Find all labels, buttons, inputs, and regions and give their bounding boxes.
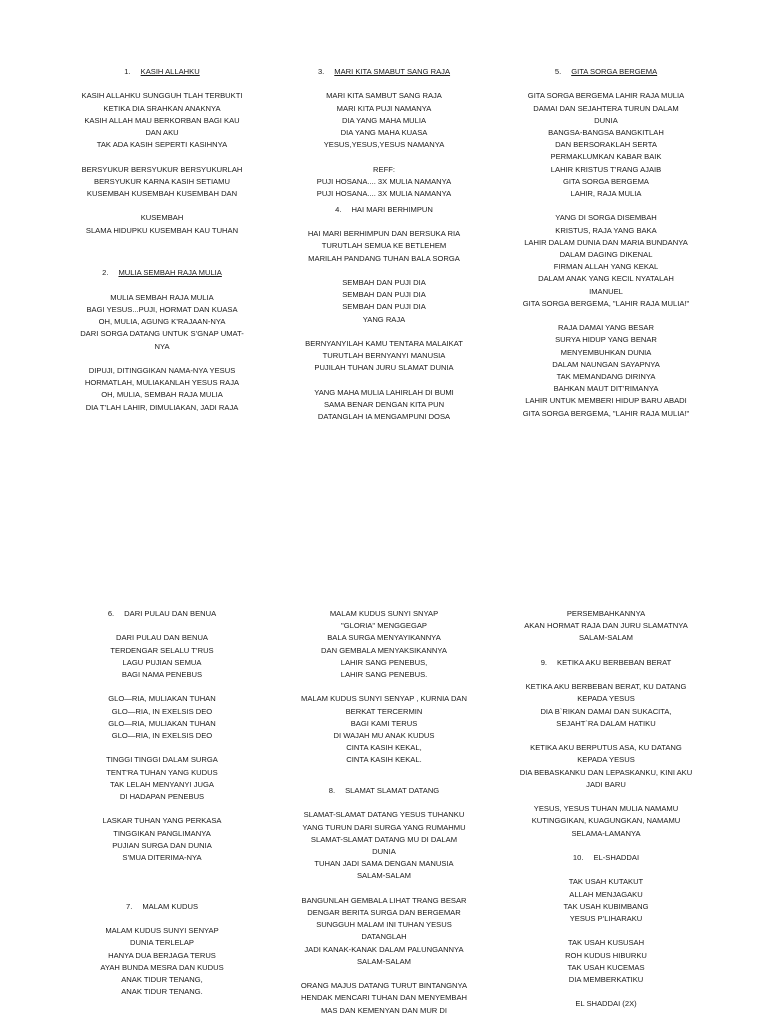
lyric-line: AYAH BUNDA MESRA DAN KUDUS — [100, 962, 224, 972]
lyric-line: YANG DI SORGA DISEMBAH — [555, 213, 657, 223]
song-title — [284, 204, 484, 216]
lyric-line: RAJA DAMAI YANG BESAR — [558, 323, 654, 333]
song-number: 4. — [335, 204, 342, 214]
lyric-line: MARI KITA SAMBUT SANG RAJA — [326, 91, 442, 101]
stanza-gap — [284, 326, 484, 338]
lyric-line: DENGAR BERITA SURGA DAN BERGEMAR — [307, 907, 461, 917]
lyric-line: SAMA BENAR DENGAN KITA PUN — [323, 400, 445, 410]
lyric-line: KETIKA AKU BERPUTUS ASA, KU DATANG — [530, 743, 682, 753]
lyric-line: DATANGLAH — [361, 932, 407, 942]
lyric-line: IMANUEL — [589, 286, 623, 296]
lyric-line: HENDAK MENCARI TUHAN DAN MENYEMBAH — [300, 993, 468, 1003]
stanza-gap — [62, 237, 262, 268]
song-number: 6. — [107, 609, 115, 618]
lyric-line: BANGSA-BANGSA BANGKITLAH — [548, 128, 664, 137]
lyric-line: DALAM ANAK YANG KECIL NYATALAH — [538, 274, 674, 284]
lyric-line: DI HADAPAN PENEBUS — [119, 792, 205, 801]
stanza-gap — [62, 803, 262, 815]
lyric-line: LAHIR DALAM DUNIA DAN MARIA BUNDANYA — [524, 237, 688, 247]
stanza-gap — [284, 78, 484, 90]
lyric-line: TUHAN JADI SAMA DENGAN MANUSIA — [314, 859, 454, 869]
lyric-line: DUNIA TERLELAP — [129, 938, 194, 948]
lyric-line: DARI PULAU DAN BENUA — [116, 633, 208, 643]
lyric-line: SURYA HIDUP YANG BENAR — [555, 335, 657, 345]
lyric-line: KUTINGGIKAN, KUAGUNGKAN, NAMAMU — [531, 816, 681, 826]
stanza-gap — [506, 864, 706, 876]
song-title-text: MALAM KUDUS — [142, 901, 199, 911]
lyric-line: PUJI HOSANA.... 3X MULIA NAMANYA — [316, 189, 452, 198]
lyric-line: LASKAR TUHAN YANG PERKASA — [102, 816, 222, 826]
lyric-line: DUNIA — [372, 846, 396, 856]
lyric-line: MENYEMBUHKAN DUNIA — [560, 347, 652, 357]
lyric-line: DATANGLAH IA MENGAMPUNI DOSA — [317, 412, 451, 422]
lyric-line: PUJIAN SURGA DAN DUNIA — [112, 840, 212, 850]
stanza-gap — [62, 742, 262, 754]
song-number: 8. — [328, 785, 336, 795]
stanza-gap — [506, 645, 706, 657]
song-column-top-middle — [284, 66, 484, 423]
lyric-line: BAGI KAMI TERUS — [350, 718, 418, 728]
stanza-gap — [284, 216, 484, 228]
lyric-line: MULIA SEMBAH RAJA MULIA — [110, 292, 214, 302]
stanza-gap — [62, 280, 262, 292]
lyric-line: CINTA KASIH KEKAL. — [346, 755, 422, 765]
lyric-line: MARI KITA PUJI NAMANYA — [336, 103, 432, 113]
lyric-line: ROH KUDUS HIBURKU — [565, 950, 647, 960]
lyric-line: DIA B`RIKAN DAMAI DAN SUKACITA, — [540, 706, 672, 716]
lyric-line: TAK ADA KASIH SEPERTI KASIHNYA — [96, 140, 228, 150]
song-title — [284, 66, 484, 78]
stanza-gap — [506, 986, 706, 998]
song-title-text: KASIH ALLAHKU — [140, 67, 200, 76]
lyric-line: PERMAKLUMKAN KABAR BAIK — [550, 152, 662, 162]
song-number: 5. — [554, 67, 562, 76]
lyric-line: DIA T’LAH LAHIR, DIMULIAKAN, JADI RAJA — [85, 402, 239, 412]
lyric-line: KRISTUS, RAJA YANG BAKA — [555, 225, 657, 235]
lyric-line: DAN BERSORAKLAH SERTA — [555, 140, 657, 150]
lyric-line: OH, MULIA, AGUNG K’RAJAAN-NYA — [98, 317, 226, 327]
lyric-line: S’MUA DITERIMA-NYA — [122, 853, 202, 862]
lyric-line: MAS DAN KEMENYAN DAN MUR DI — [320, 1005, 447, 1015]
lyric-line: PUJI HOSANA.... 3X MULIA NAMANYA — [316, 176, 452, 186]
lyric-line: TAK USAH KUTAKUT — [568, 877, 644, 887]
lyric-line: GLO—RIA, IN EXELSIS DEO — [111, 706, 213, 716]
lyric-line: SLAMAT-SLAMAT DATANG YESUS TUHANKU — [303, 810, 465, 820]
lyric-line: KASIH ALLAHKU SUNGGUH TLAH TERBUKTI — [81, 91, 243, 101]
song-title-text: HAI MARI BERHIMPUN — [351, 204, 433, 214]
lyric-line: GITA SORGA BERGEMA, "LAHIR RAJA MULIA!" — [522, 408, 690, 418]
lyric-line: BAGI NAMA PENEBUS — [121, 670, 203, 679]
song-title — [506, 657, 706, 669]
stanza-gap — [506, 791, 706, 803]
lyric-line: REFF: — [373, 164, 395, 174]
stanza-gap — [506, 840, 706, 852]
lyric-line: MALAM KUDUS SUNYI SNYAP — [329, 609, 439, 618]
lyric-line: PERSEMBAHKANNYA — [566, 609, 646, 618]
song-number: 2. — [102, 268, 109, 278]
lyric-line: BAHKAN MAUT DIT’RIMANYA — [553, 384, 659, 394]
song-title — [506, 852, 706, 864]
song-title-text: GITA SORGA BERGEMA — [571, 67, 658, 76]
lyric-line: TENT’RA TUHAN YANG KUDUS — [106, 767, 218, 777]
lyric-line: ORANG MAJUS DATANG TURUT BINTANGNYA — [300, 981, 468, 991]
lyric-line: NYA — [154, 341, 170, 351]
lyric-line: KETIKA DIA SRAHKAN ANAKNYA — [103, 103, 221, 113]
lyric-line: LAHIR, RAJA MULIA — [570, 189, 642, 199]
lyric-line: GITA SORGA BERGEMA, "LAHIR RAJA MULIA!" — [522, 298, 690, 308]
lyric-line: LAHIR KRISTUS T’RANG AJAIB — [550, 164, 662, 174]
stanza-gap — [506, 200, 706, 212]
lyric-line: SLAMAT-SLAMAT DATANG MU DI DALAM — [310, 834, 458, 844]
lyric-line: LAGU PUJIAN SEMUA — [122, 657, 202, 667]
song-title-text: SLAMAT SLAMAT DATANG — [345, 785, 440, 795]
song-column-top-left — [62, 66, 262, 414]
stanza-gap — [62, 200, 262, 212]
song-title — [62, 608, 262, 620]
lyric-line: LAHIR SANG PENEBUS. — [340, 670, 428, 680]
lyric-line: BALA SURGA MENYAYIKANNYA — [327, 633, 441, 643]
lyric-line: DALAM DAGING DIKENAL — [559, 250, 653, 260]
lyric-line: KUSEMBAH KUSEMBAH KUSEMBAH DAN — [86, 189, 238, 198]
stanza-gap — [62, 620, 262, 632]
lyric-line: TAK USAH KUSUSAH — [567, 938, 645, 948]
lyric-line: SUNGGUH MALAM INI TUHAN YESUS — [316, 920, 452, 930]
lyric-line: BERKAT TERCERMIN — [345, 706, 423, 716]
lyric-line: KETIKA AKU BERBEBAN BERAT, KU DATANG — [525, 682, 687, 692]
lyric-line: GLO—RIA, MULIAKAN TUHAN — [108, 694, 216, 704]
lyric-line: DI WAJAH MU ANAK KUDUS — [333, 731, 435, 741]
lyric-line: SLAMA HIDUPKU KUSEMBAH KAU TUHAN — [85, 225, 239, 235]
stanza-gap — [62, 864, 262, 901]
lyric-line: TINGGI TINGGI DALAM SURGA — [106, 755, 218, 765]
song-number: 1. — [124, 67, 131, 76]
stanza-gap — [62, 913, 262, 925]
lyric-line: ANAK TIDUR TENANG, — [121, 975, 203, 984]
lyric-line: DIA MEMBERKATIKU — [568, 974, 644, 984]
song-number: 9. — [540, 657, 548, 667]
lyric-line: GLO—RIA, MULIAKAN TUHAN — [108, 718, 216, 728]
lyric-line: SALAM-SALAM — [356, 956, 412, 966]
lyric-line: DUNIA — [594, 115, 618, 125]
song-number: 3. — [317, 67, 325, 76]
lyric-line: BERSYUKUR KARNA KASIH SETIAMU — [94, 176, 230, 186]
stanza-gap — [506, 730, 706, 742]
stanza-gap — [284, 797, 484, 809]
lyric-line: DAMAI DAN SEJAHTERA TURUN DALAM — [533, 103, 679, 113]
lyric-line: SEMBAH DAN PUJI DIA — [342, 302, 426, 312]
lyric-line: SALAM-SALAM — [578, 633, 634, 643]
lyric-line: GLO—RIA, IN EXELSIS DEO — [111, 731, 213, 740]
lyric-line: SEMBAH DAN PUJI DIA — [342, 278, 426, 288]
lyric-line: MARILAH PANDANG TUHAN BALA SORGA — [308, 253, 460, 263]
lyric-line: ALLAH MENJAGAKU — [569, 889, 643, 899]
song-title-text: KETIKA AKU BERBEBAN BERAT — [557, 657, 672, 667]
lyric-line: FIRMAN ALLAH YANG KEKAL — [553, 262, 659, 272]
stanza-gap — [506, 669, 706, 681]
lyric-line: BANGUNLAH GEMBALA LIHAT TRANG BESAR — [301, 895, 467, 905]
lyric-line: MALAM KUDUS SUNYI SENYAP — [105, 926, 219, 936]
stanza-gap — [284, 767, 484, 785]
lyric-line: TAK USAH KUCEMAS — [567, 962, 645, 972]
song-column-top-right — [506, 66, 706, 420]
lyric-line: DIA YANG MAHA MULIA — [341, 115, 427, 125]
lyric-line: SEJAHT`RA DALAM HATIKU — [556, 718, 656, 728]
lyric-line: TURUTLAH SEMUA KE BETLEHEM — [321, 241, 447, 251]
stanza-gap — [506, 310, 706, 322]
lyric-line: DALAM NAUNGAN SAYAPNYA — [552, 359, 660, 369]
song-title-text: DARI PULAU DAN BENUA — [124, 609, 217, 618]
song-title — [62, 66, 262, 78]
lyric-line: YANG TURUN DARI SURGA YANG RUMAHMU — [302, 822, 466, 832]
stanza-gap — [284, 265, 484, 277]
stanza-gap — [284, 375, 484, 387]
lyric-line: TAK MEMANDANG DIRINYA — [556, 372, 656, 382]
lyric-line: KUSEMBAH — [140, 213, 184, 223]
stanza-gap — [62, 151, 262, 163]
stanza-gap — [284, 968, 484, 980]
lyric-line: YANG MAHA MULIA LAHIRLAH DI BUMI — [314, 387, 454, 397]
lyric-line: KEPADA YESUS — [577, 694, 635, 704]
song-column-bottom-middle — [284, 608, 484, 1017]
lyric-line: LAHIR UNTUK MEMBERI HIDUP BARU ABADI — [525, 396, 687, 406]
lyric-line: DAN AKU — [145, 128, 179, 137]
lyric-line: TURUTLAH BERNYANYI MANUSIA — [322, 351, 446, 361]
lyric-line: BERNYANYILAH KAMU TENTARA MALAIKAT — [305, 339, 463, 349]
lyric-line: SEMBAH DAN PUJI DIA — [342, 290, 426, 300]
lyric-line: TERDENGAR SELALU T’RUS — [110, 645, 214, 655]
song-title — [284, 785, 484, 797]
lyric-line: KASIH ALLAH MAU BERKORBAN BAGI KAU — [84, 115, 240, 125]
stanza-gap — [62, 681, 262, 693]
stanza-gap — [284, 681, 484, 693]
lyric-line: DAN GEMBALA MENYAKSIKANNYA — [321, 645, 447, 655]
lyric-line: HANYA DUA BERJAGA TERUS — [108, 950, 216, 960]
lyric-line: HAI MARI BERHIMPUN DAN BERSUKA RIA — [307, 229, 461, 239]
song-title-text: MARI KITA SMABUT SANG RAJA — [334, 67, 451, 76]
lyric-line: BAGI YESUS...PUJI, HORMAT DAN KUASA — [86, 304, 238, 314]
lyric-line: TAK LELAH MENYANYI JUGA — [110, 779, 214, 789]
song-title-text: EL-SHADDAI — [593, 852, 640, 862]
song-column-bottom-left — [62, 608, 262, 998]
stanza-gap — [506, 925, 706, 937]
song-number: 7. — [125, 901, 133, 911]
lyric-line: MALAM KUDUS SUNYI SENYAP , KURNIA DAN — [301, 694, 467, 704]
lyric-line: EL SHADDAI (2X) — [575, 999, 637, 1009]
lyric-line: DIPUJI, DITINGGIKAN NAMA-NYA YESUS — [88, 365, 236, 375]
song-title — [506, 66, 706, 78]
lyric-line: AKAN HORMAT RAJA DAN JURU SLAMATNYA — [524, 621, 688, 631]
lyric-line: DIA YANG MAHA KUASA — [340, 128, 428, 137]
lyric-line: TINGGIKAN PANGLIMANYA — [113, 828, 211, 838]
stanza-gap — [62, 353, 262, 365]
lyric-line: JADI KANAK-KANAK DALAM PALUNGANNYA — [304, 944, 464, 954]
lyric-line: DIA BEBASKANKU DAN LEPASKANKU, KINI AKU — [519, 767, 693, 777]
song-title — [62, 267, 262, 279]
song-title-text: MULIA SEMBAH RAJA MULIA — [118, 268, 222, 278]
lyric-line: DARI SORGA DATANG UNTUK S’GNAP UMAT- — [80, 329, 244, 339]
song-number: 10. — [572, 852, 584, 862]
lyric-line: HORMATLAH, MULIAKANLAH YESUS RAJA — [84, 378, 240, 388]
lyric-line: JADI BARU — [586, 779, 626, 789]
stanza-gap — [284, 151, 484, 163]
lyric-line: SALAM-SALAM — [356, 871, 412, 881]
song-title — [62, 901, 262, 913]
lyric-line: OH, MULIA, SEMBAH RAJA MULIA — [101, 390, 223, 400]
stanza-gap — [62, 78, 262, 90]
lyric-line: ANAK TIDUR TENANG. — [121, 987, 203, 997]
song-column-bottom-right — [506, 608, 706, 1011]
lyric-line: YANG RAJA — [362, 314, 406, 324]
lyric-line: GITA SORGA BERGEMA — [563, 176, 649, 186]
lyric-line: KEPADA YESUS — [577, 755, 635, 765]
stanza-gap — [506, 78, 706, 90]
lyric-line: GITA SORGA BERGEMA LAHIR RAJA MULIA — [527, 91, 685, 101]
lyric-line: CINTA KASIH KEKAL, — [346, 743, 422, 753]
lyric-line: SELAMA-LAMANYA — [571, 828, 641, 838]
lyric-line: BERSYUKUR BERSYUKUR BERSYUKURLAH — [81, 164, 243, 174]
lyric-line: YESUS, YESUS TUHAN MULIA NAMAMU — [533, 804, 679, 814]
lyric-line: "GLORIA" MENGGEGAP — [341, 621, 427, 631]
lyric-line: YESUS,YESUS,YESUS NAMANYA — [323, 140, 445, 150]
stanza-gap — [284, 883, 484, 895]
lyric-line: YESUS P’LIHARAKU — [569, 913, 643, 923]
lyric-line: LAHIR SANG PENEBUS, — [340, 657, 428, 667]
lyric-line: PUJILAH TUHAN JURU SLAMAT DUNIA — [314, 363, 454, 373]
lyric-line: TAK USAH KUBIMBANG — [563, 901, 649, 911]
